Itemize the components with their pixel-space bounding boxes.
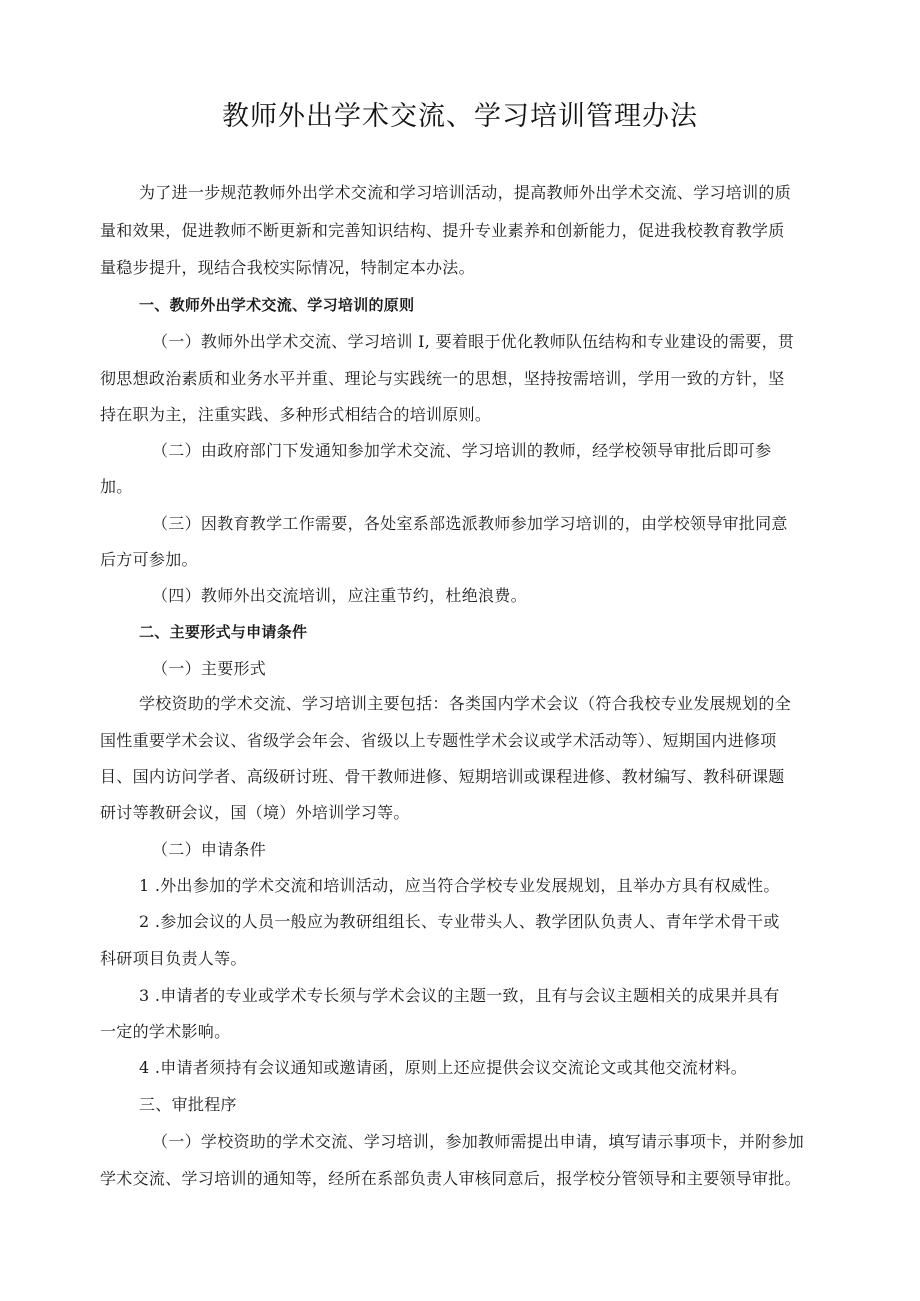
list-item: 2 .参加会议的人员一般应为教研组组长、专业带头人、教学团队负责人、青年学术骨干或 — [139, 912, 780, 931]
section-heading: 一、教师外出学术交流、学习培训的原则 — [139, 296, 415, 314]
section-heading: 三、审批程序 — [139, 1095, 237, 1114]
body-line: 研讨等教研会议，国（境）外培训学习等。 — [100, 803, 410, 822]
body-line: （一）学校资助的学术交流、学习培训，参加教师需提出申请，填写请示事项卡，并附参加 — [152, 1132, 805, 1151]
body-line: 目、国内访问学者、高级研讨班、骨干教师进修、短期培训或课程进修、教材编写、教科研课题 — [100, 767, 785, 786]
body-line: 量稳步提升，现结合我校实际情况，特制定本办法。 — [100, 258, 475, 277]
body-line: 一定的学术影响。 — [100, 1022, 231, 1041]
body-line: 国性重要学术会议、省级学会年会、省级以上专题性学术会议或学术活动等）、短期国内进修项 — [100, 731, 777, 750]
body-line: 后方可参加。 — [100, 550, 198, 569]
body-line: 学校资助的学术交流、学习培训主要包括：各类国内学术会议（符合我校专业发展规划的全 — [139, 694, 792, 713]
list-item: 1 .外出参加的学术交流和培训活动，应当符合学校专业发展规划，且举办方具有权威性。 — [139, 876, 780, 895]
body-line: 彻思想政治素质和业务水平并重、理论与实践统一的思想，坚持按需培训，学用一致的方针，坚 — [100, 369, 785, 388]
list-item: 3 .申请者的专业或学术专长须与学术会议的主题一致，且有与会议主题相关的成果并具有 — [139, 986, 780, 1005]
body-line: 为了进一步规范教师外出学术交流和学习培训活动，提高教师外出学术交流、学习培训的质 — [139, 183, 792, 202]
document-title: 教师外出学术交流、学习培训管理办法 — [222, 101, 698, 132]
list-item: 4 .申请者须持有会议通知或邀请函，原则上还应提供会议交流论文或其他交流材料。 — [139, 1058, 748, 1077]
body-line: 学术交流、学习培训的通知等，经所在系部负责人审核同意后，报学校分管领导和主要领导审批。 — [100, 1169, 801, 1188]
body-line: （四）教师外出交流培训，应注重节约，杜绝浪费。 — [152, 586, 527, 605]
body-line: （三）因教育教学工作需要，各处室系部选派教师参加学习培训的，由学校领导审批同意 — [152, 514, 788, 533]
subsection-heading: （一）主要形式 — [152, 659, 267, 678]
body-line: 量和效果，促进教师不断更新和完善知识结构、提升专业素养和创新能力，促进我校教育教学质 — [100, 221, 785, 240]
body-line: 科研项目负责人等。 — [100, 949, 247, 968]
section-heading: 二、主要形式与申请条件 — [139, 623, 308, 641]
body-line: 加。 — [100, 477, 133, 496]
subsection-heading: （二）申请条件 — [152, 840, 267, 859]
body-line: （一）教师外出学术交流、学习培训 I, 要着眼于优化教师队伍结构和专业建设的需要，贯 — [152, 332, 795, 351]
body-line: （二）由政府部门下发通知参加学术交流、学习培训的教师，经学校领导审批后即可参 — [152, 441, 772, 460]
body-line: 持在职为主，注重实践、多种形式相结合的培训原则。 — [100, 405, 492, 424]
